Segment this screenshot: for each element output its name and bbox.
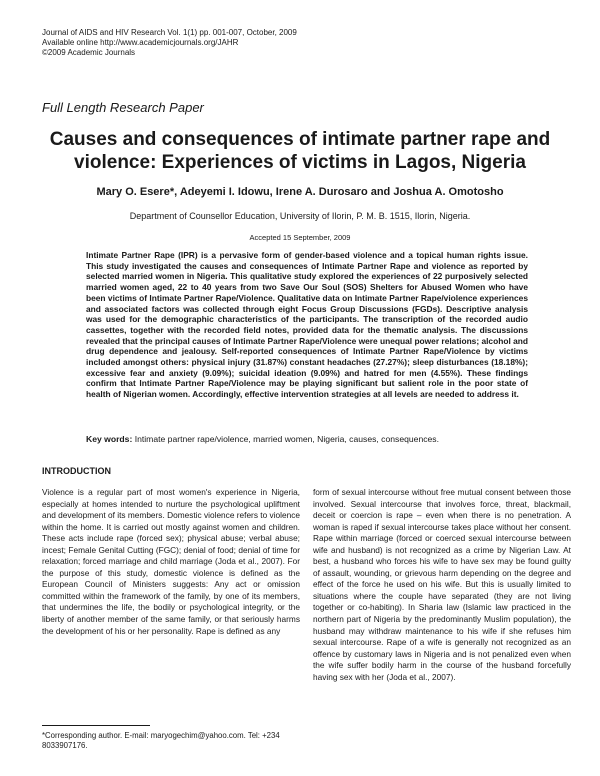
affiliation: Department of Counsellor Education, University of Ilorin, P. M. B. 1515, Ilorin, Nigeria.: [129, 211, 471, 221]
paper-title: Causes and consequences of intimate partner rape and violence: Experiences of victims in Lagos, Nigeria: [49, 129, 551, 173]
keywords-label: Key words:: [86, 434, 133, 444]
journal-citation: Journal of AIDS and HIV Research Vol. 1(1) pp. 001-007, October, 2009: [42, 28, 297, 37]
journal-copyright: ©2009 Academic Journals: [42, 48, 136, 57]
footnote-corresponding-author: *Corresponding author. E-mail: maryogechim@yahoo.com. Tel: +234 8033907176.: [42, 731, 280, 750]
authors: Mary O. Esere*, Adeyemi I. Idowu, Irene A. Durosaro and Joshua A. Omotosho: [96, 186, 504, 198]
abstract: Intimate Partner Rape (IPR) is a pervasive form of gender-based violence and a topical human rights issue. This study investigated the causes and consequences of Intimate Partner Rape and violence as reported by selected married women in Nigeria. This qualitative study explored the experiences of 22 purposively selected married women aged, 22 to 40 years from two Save Our Soul (SOS) Shelters for Abused Women who have been victims of Intimate Partner Rape/Violence. Qualitative data on Intimate Partner Rape/violence experiences and associated factors was collected through eight Focus Group Discussions (FGDs). Descriptive analysis was used for the demographic characteristics of the participants. The transcription of the recorded audio cassettes, together with the recorded field notes, provided data for the thematic analysis. The discussions revealed that the principal causes of Intimate Partner Rape/Violence were unequal power relations; alcohol and drug dependence and jealousy. Self-reported consequences of Intimate Partner Rape/Violence by victims included amongst others: physical injury (31.87%) constant headaches (27.27%); sleep disturbances (18.18%); excessive fear and anxiety (9.09%); suicidal ideation (9.09%) and hatred for men (4.55%). These findings confirm that Intimate Partner Rape/Violence may be playing significant but salient role in the poor state of health of Nigerian women. Accordingly, effective intervention strategies at all levels are needed to address it.: [86, 250, 528, 400]
paper-type: Full Length Research Paper: [42, 100, 204, 115]
journal-url: Available online http://www.academicjournals.org/JAHR: [42, 38, 239, 47]
body-column-right: form of sexual intercourse without free mutual consent between those involved. Sexual intercourse that involves force, threat, blackmail, deceit or coercion is rape – even when there is no penetration. A woman is raped if sexual intercourse takes place without her consent. Rape within marriage (forced or coerced sexual intercourse between wife and husband) is not recognized as a crime by Nigerian Law. At best, a husband who forces his wife to have sex may be found guilty of assault, wounding, or grievous harm depending on the degree and effect of the force he used on his wife. But this is usually limited to situations where the couple have separated (they are not living together or co-habiting). In Sharia law (Islamic law practiced in the northern part of Nigeria by the predominantly Muslim population), the husband may withdraw maintenance to his wife if she refuses him sexual intercourse. Rape of a wife is generally not recognized as an offence by customary laws in Nigeria and is not penalized even when the wife suffer bodily harm in the course of the husband forcefully having sex with her (Joda et al., 2007).: [313, 487, 571, 682]
journal-info: [42, 28, 297, 58]
keywords-text: Intimate partner rape/violence, married women, Nigeria, causes, consequences.: [134, 434, 439, 444]
footnote-divider: [42, 725, 150, 726]
keywords: [86, 434, 528, 445]
accepted-date: Accepted 15 September, 2009: [249, 233, 351, 242]
body-column-left: Violence is a regular part of most women's experience in Nigeria, especially at homes intended to nurture the psychological upliftment and development of its members. Domestic violence refers to violence within the home. It is carried out mostly against women and children. These acts include rape (forced sex); physical abuse; verbal abuse; incest; Female Genital Cutting (FGC); denial of food; denial of time for relaxation; forced marriage and child marriage (Joda et al., 2007). For the purpose of this study, domestic violence is defined as the European Council of Ministers suggests: Any act or omission committed within the framework of the family, by one of its members, that undermines the life, the bodily or psychological integrity, or the liberty of another member of the same family, or that seriously harms the development of his or her personality. Rape is defined as any: [42, 487, 300, 636]
section-heading-introduction: INTRODUCTION: [42, 466, 111, 476]
